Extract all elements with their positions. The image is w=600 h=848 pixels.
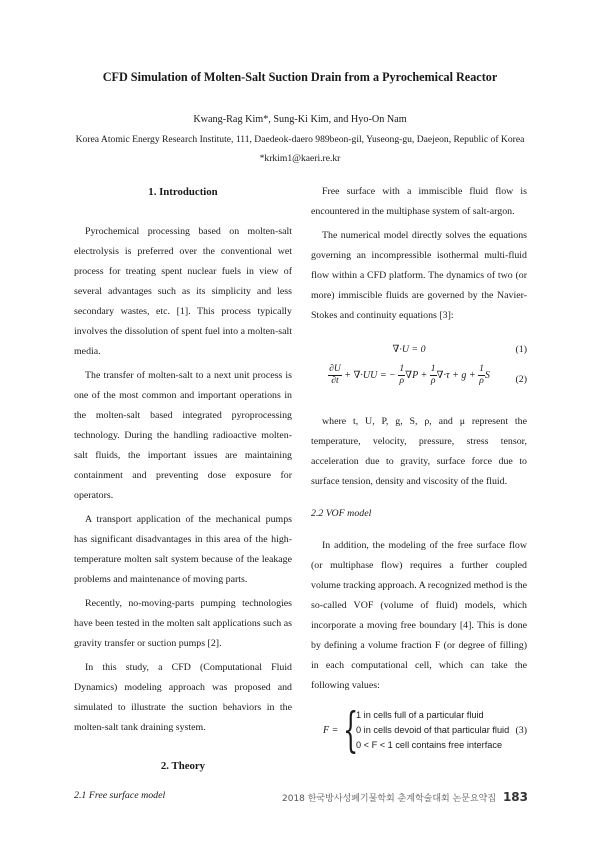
equation-volume-fraction	[311, 702, 527, 760]
page-number: 183	[502, 790, 528, 804]
equation-3-number: (3)	[515, 725, 527, 736]
affiliation: Korea Atomic Energy Research Institute, 111, Daedeok-daero 989beon-gil, Yuseong-gu, Daejeon, Republic of Korea	[75, 134, 525, 145]
section-heading-introduction: 1. Introduction	[148, 186, 218, 198]
vof-paragraph: In addition, the modeling of the free surface flow (or multiphase flow) requires a further coupled volume tracking approach. A recognized method is the so-called VOF (volume of fluid) models, which incorporate a moving free boundary [4]. This is done by defining a volume fraction F (or degree of filling) in each computational cell, which can take the following values:	[311, 540, 527, 691]
theory-paragraph-2: The numerical model directly solves the equations governing an incompressible isothermal multi-fluid flow within a CFD platform. The dynamics of two (or more) immiscible fluids are governed by the Navier-Stokes and continuity equations [3]:	[311, 230, 527, 321]
right-column	[311, 182, 527, 760]
equation-3-lhs: F =	[323, 725, 339, 736]
equation-2-expression: $\frac{\partial U}{\partial t}$ + ∇·UU = − $\frac{1}{\rho}$ ∇P + $\frac{1}{\rho}$ ∇·τ + g + $\frac{1}{\rho}$ S	[329, 364, 490, 386]
equation-3-case-3: 0 < F < 1 cell contains free interface	[356, 740, 503, 750]
intro-paragraph-4: Recently, no-moving-parts pumping technologies have been tested in the molten salt applications such as gravity transfer or suction pumps [2].	[74, 598, 292, 649]
left-column	[74, 182, 292, 806]
intro-paragraph-3: A transport application of the mechanical pumps has significant disadvantages in this area of the high-temperature molten salt system because of the leakage problems and maintenance of moving parts.	[74, 514, 292, 585]
author-list: Kwang-Rag Kim*, Sung-Ki Kim, and Hyo-On Nam	[193, 114, 407, 125]
subsection-heading-vof: 2.2 VOF model	[311, 508, 372, 519]
equation-1-expression: ∇·U = 0	[392, 344, 426, 355]
equation-continuity	[311, 340, 527, 362]
section-heading-theory: 2. Theory	[160, 760, 206, 772]
equation-3-case-2: 0 in cells devoid of that particular fluid	[356, 725, 510, 735]
conference-proceedings-label: 2018 한국방사성폐기물학회 춘계학술대회 논문요약집	[282, 794, 497, 804]
left-brace: {	[343, 702, 359, 758]
paper-title: CFD Simulation of Molten-Salt Suction Drain from a Pyrochemical Reactor	[102, 70, 498, 84]
intro-paragraph-2: The transfer of molten-salt to a next unit process is one of the most common and important operations in the molten-salt based integrated pyroprocessing technology. During the handling radioactive molten-salt fluids, the important issues are maintaining containment and preventing dose exposure for operators.	[74, 370, 292, 501]
intro-paragraph-1: Pyrochemical processing based on molten-salt electrolysis is preferred over the conventional wet process for treating spent nuclear fuels in view of several advantages such as its simplicity and less secondary wastes, etc. [1]. This process typically involves the dissolution of spent fuel into a molten-salt media.	[74, 226, 292, 357]
equation-3-case-1: 1 in cells full of a particular fluid	[356, 710, 484, 720]
equation-2-number: (2)	[515, 374, 527, 385]
page-footer	[282, 790, 528, 804]
subsection-heading-free-surface: 2.1 Free surface model	[74, 790, 166, 801]
equation-1-number: (1)	[515, 344, 527, 355]
equation-navier-stokes	[311, 364, 527, 396]
theory-paragraph-3: where t, U, P, g, S, ρ, and μ represent the temperature, velocity, pressure, stress tensor, acceleration due to gravity, surface force due to surface tension, density and viscosity of the fluid.	[311, 416, 527, 487]
theory-paragraph-1: Free surface with a immiscible fluid flow is encountered in the multiphase system of salt-argon.	[311, 186, 527, 217]
contact-email: *krkim1@kaeri.re.kr	[259, 153, 341, 164]
intro-paragraph-5: In this study, a CFD (Computational Fluid Dynamics) modeling approach was proposed and simulated to illustrate the suction behaviors in the molten-salt tank draining system.	[74, 662, 292, 733]
